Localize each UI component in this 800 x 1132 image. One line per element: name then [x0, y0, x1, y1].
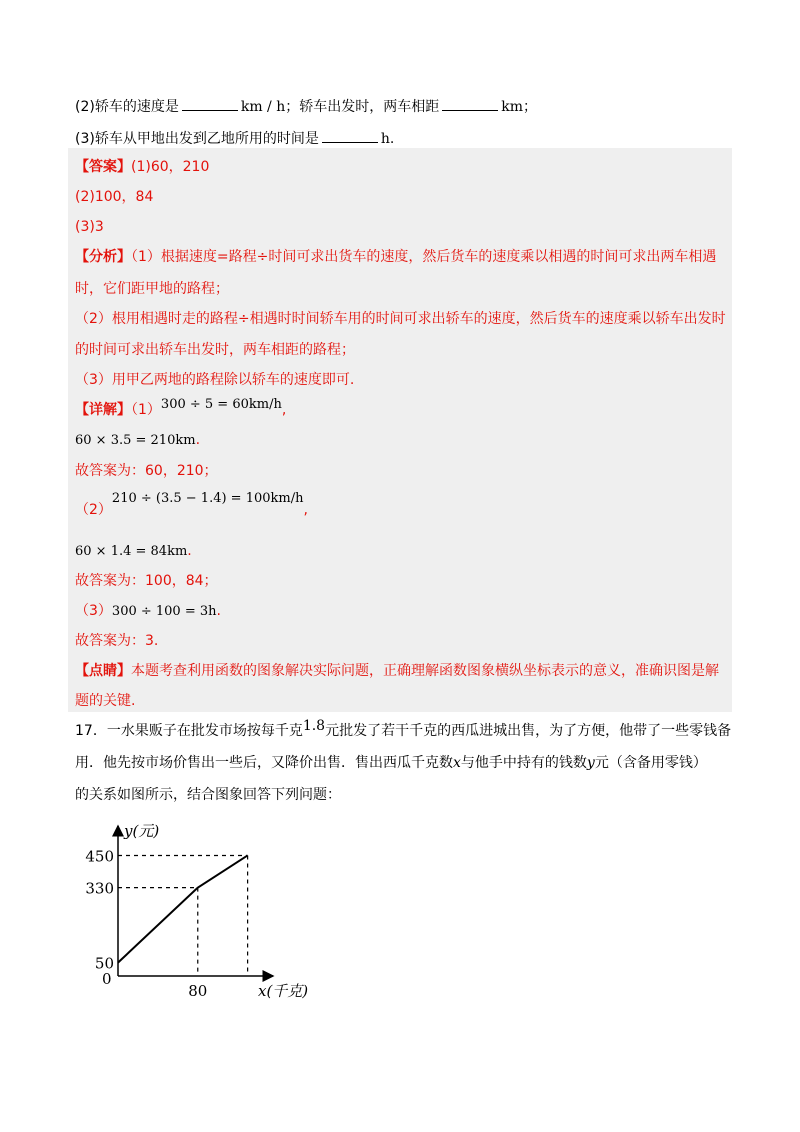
detail-p2-math-2: 60 × 1.4 = 84km: [75, 544, 188, 559]
blank: [182, 96, 238, 111]
analysis-line-5: （3）用甲乙两地的路程除以轿车的速度即可.: [75, 372, 355, 388]
analysis-line-3: （2）根用相遇时走的路程÷相遇时时间轿车用的时间可求出轿车的速度，然后货车的速度乘以轿车出发时: [75, 311, 726, 327]
detail-p1-math-2: 60 × 3.5 = 210km: [75, 433, 196, 448]
q3-suffix: .: [389, 131, 395, 147]
detail-p1-math-1: 300 ÷ 5 = 60km/h: [160, 397, 282, 412]
x-axis-label: x(千克): [258, 982, 309, 1000]
line-chart: [78, 818, 348, 1008]
detail-p3-math: 300 ÷ 100 = 3h: [111, 604, 217, 619]
q2-suffix: ；: [523, 99, 538, 115]
comment-text-1: 本题考查利用函数的图象解决实际问题，正确理解函数图象横纵坐标表示的意义，准确识图是解: [131, 663, 719, 679]
analysis-text-1: （1）根据速度=路程÷时间可求出货车的速度，然后货车的速度乘以相遇的时间可求出两车相遇: [131, 249, 717, 265]
detail-tag: 【详解】: [75, 402, 131, 418]
q17-line-2: [75, 753, 707, 773]
q3-unit: h: [380, 131, 390, 147]
q2-unit-speed: km / h: [240, 99, 286, 115]
answer-line-3: (3)3: [75, 219, 104, 235]
detail-answer-2: 故答案为：100，84；: [75, 573, 218, 589]
y-tick-label: 330: [85, 879, 114, 898]
q17-text-1b: 元批发了若干千克的西瓜进城出售，为了方便，他带了一些零钱备: [325, 723, 732, 739]
q17-var-y: y: [586, 755, 595, 771]
comment-line-2: 题的关键.: [75, 693, 136, 709]
detail-line-5: （3）300 ÷ 100 = 3h.: [75, 603, 221, 619]
series-line-0: [118, 855, 248, 962]
q17-line-3: 的关系如图所示，结合图象回答下列问题：: [75, 787, 341, 803]
detail-p2-math-1: 210 ÷ (3.5 − 1.4) = 100km/h: [111, 491, 304, 506]
analysis-line-2: 时，它们距甲地的路程；: [75, 281, 229, 297]
y-axis-label: y(元): [124, 822, 160, 840]
q17-price: 1.8: [302, 718, 326, 734]
q2-middle: ；轿车出发时，两车相距: [285, 99, 440, 115]
q17-line-1: [75, 718, 732, 741]
q3-prefix: (3)轿车从甲地出发到乙地所用的时间是: [75, 131, 319, 147]
analysis-line-1: [75, 247, 716, 267]
detail-p2-label: （2）: [75, 502, 112, 518]
answer-line-1: [75, 157, 209, 177]
question-2-line: [75, 96, 537, 117]
q17-text-2a: 用．他先按市场价售出一些后，又降价出售．售出西瓜千克数: [75, 755, 453, 771]
comment-line-1: [75, 661, 719, 681]
x-tick-label: 80: [188, 982, 208, 1000]
blank: [442, 96, 498, 111]
detail-line-3: （2）210 ÷ (3.5 − 1.4) = 100km/h,: [75, 491, 308, 518]
q2-unit-distance: km: [501, 99, 524, 115]
q17-text-2c: 元（含备用零钱）: [594, 755, 707, 771]
origin-label: 0: [102, 970, 112, 988]
answer-1: (1)60，210: [131, 159, 210, 175]
q17-text-1a: 17．一水果贩子在批发市场按每千克: [75, 723, 303, 739]
answer-tag: 【答案】: [75, 159, 131, 175]
q17-var-x: x: [453, 755, 461, 771]
detail-line-1: 【详解】（1）300 ÷ 5 = 60km/h,: [75, 397, 287, 418]
detail-p3-label: （3）: [75, 603, 112, 619]
blank: [322, 128, 378, 143]
q17-text-2b: 与他手中持有的钱数: [460, 755, 587, 771]
question-3-line: [75, 128, 394, 149]
detail-p1-label: （1）: [131, 402, 161, 418]
detail-answer-3: 故答案为：3.: [75, 633, 159, 649]
comment-tag: 【点睛】: [75, 663, 131, 679]
detail-line-4: 60 × 1.4 = 84km.: [75, 543, 192, 559]
analysis-line-4: 的时间可求出轿车出发时，两车相距的路程；: [75, 342, 355, 358]
q2-prefix: (2)轿车的速度是: [75, 99, 179, 115]
y-tick-label: 50: [94, 954, 114, 973]
detail-line-2: 60 × 3.5 = 210km.: [75, 432, 201, 448]
answer-line-2: (2)100，84: [75, 189, 154, 205]
detail-answer-1: 故答案为：60，210；: [75, 463, 218, 479]
y-tick-label: 450: [85, 847, 114, 866]
analysis-tag: 【分析】: [75, 249, 131, 265]
